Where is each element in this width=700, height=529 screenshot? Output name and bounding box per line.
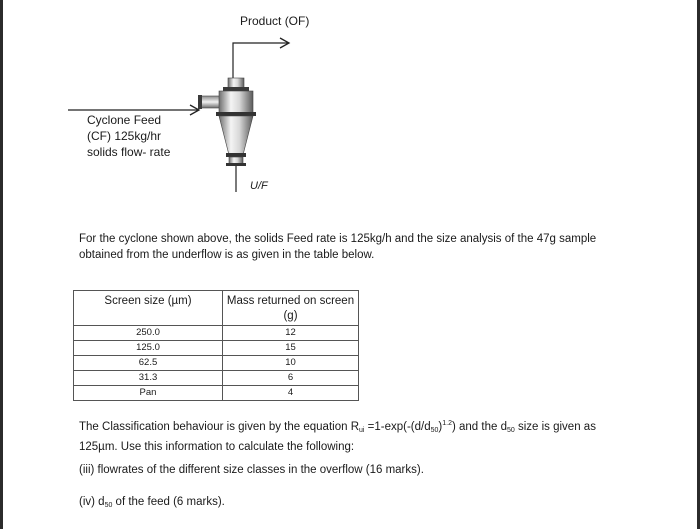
cell-mass: 4 [223, 386, 359, 401]
underflow-label: U/F [250, 180, 268, 192]
classification-text-b: =1-exp(-(d/d [364, 421, 431, 433]
cyclone-diagram [0, 0, 700, 200]
table-row [74, 326, 359, 341]
classification-text-a: The Classification behaviour is given by the equation R [79, 421, 359, 433]
table-row [74, 386, 359, 401]
cell-mass: 15 [223, 341, 359, 356]
classification-text-c: ) [438, 421, 443, 433]
cell-screen-size: 250.0 [74, 326, 223, 341]
product-overflow-label: Product (OF) [240, 14, 310, 28]
classification-text-d: ) and the d [451, 421, 507, 433]
feed-label-line3: solids flow- rate [87, 145, 171, 159]
cell-screen-size: 62.5 [74, 356, 223, 371]
table-row [74, 371, 359, 386]
table-row [74, 356, 359, 371]
header-mass-returned: Mass returned on screen (g) [223, 291, 359, 326]
d50-subscript: 50 [506, 427, 515, 434]
d50-subscript: 50 [430, 427, 439, 434]
feed-label-line2: (CF) 125kg/hr [87, 129, 162, 143]
r-subscript: ui [359, 427, 365, 434]
question-iii: (iii) flowrates of the different size classes in the overflow (16 marks). [79, 464, 424, 476]
classification-text-e: size is given as 125µm. Use this information to calculate the following: [79, 421, 596, 453]
exponent-superscript: 1.2 [442, 420, 452, 427]
classification-paragraph [79, 416, 624, 455]
feed-label-line1: Cyclone Feed [87, 113, 162, 127]
intro-paragraph: For the cyclone shown above, the solids Feed rate is 125kg/h and the size analysis of the 47g sample obtained from the underflow is as given in the table below. [79, 233, 597, 261]
size-analysis-table [73, 290, 359, 401]
cell-screen-size: 125.0 [74, 341, 223, 356]
table-header-row [74, 291, 359, 326]
d50-subscript: 50 [104, 502, 113, 509]
question-iv-text-b: of the feed (6 marks). [112, 496, 225, 508]
question-iv-text-a: (iv) d [79, 496, 105, 508]
question-iv [79, 494, 624, 514]
table-row [74, 341, 359, 356]
cell-screen-size: 31.3 [74, 371, 223, 386]
header-screen-size: Screen size (µm) [74, 291, 223, 326]
cyclone-body [198, 78, 256, 166]
cell-mass: 10 [223, 356, 359, 371]
cell-mass: 6 [223, 371, 359, 386]
cell-screen-size: Pan [74, 386, 223, 401]
cell-mass: 12 [223, 326, 359, 341]
